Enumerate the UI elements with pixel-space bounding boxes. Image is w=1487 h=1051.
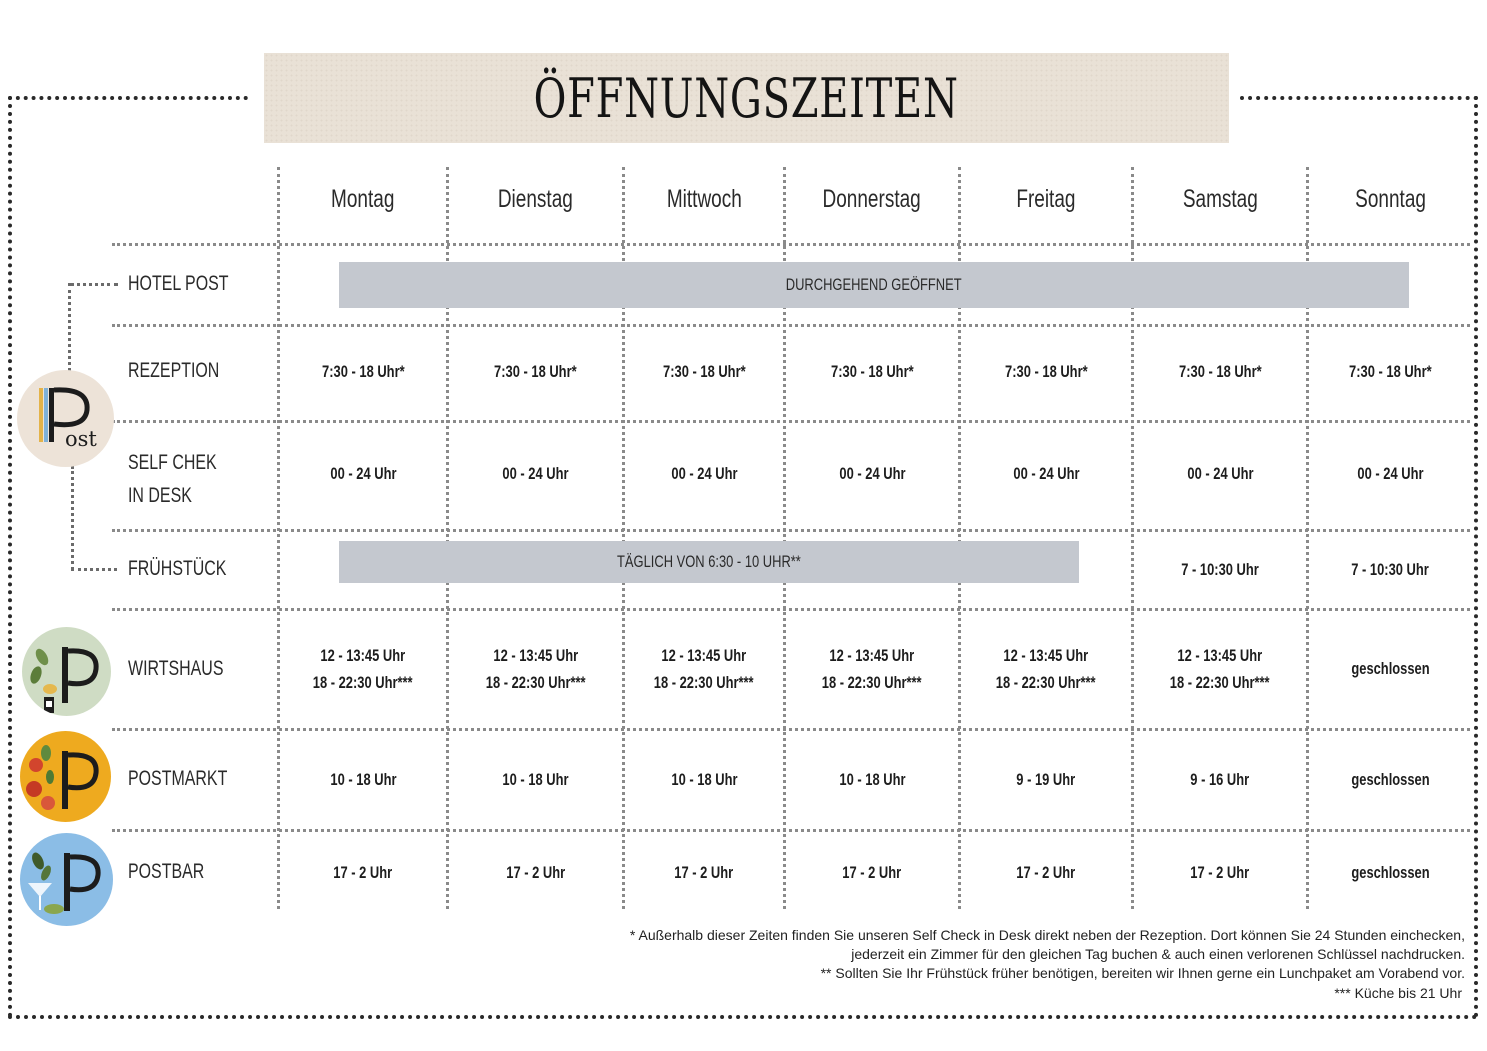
postbar-cell-montag: 17 - 2 Uhr: [333, 863, 393, 882]
day-header-donnerstag: Donnerstag: [822, 185, 922, 213]
grid-hline: [112, 608, 1470, 611]
grid-hline: [112, 529, 1470, 532]
selfcheck-cell-montag: 00 - 24 Uhr: [329, 464, 397, 483]
title-banner: [264, 53, 1229, 143]
postbar-logo-icon: [20, 833, 113, 926]
bracket-top: [70, 283, 118, 286]
row-label-fruehstueck: FRÜHSTÜCK: [128, 557, 227, 580]
row-label-hotel-post: HOTEL POST: [128, 272, 229, 295]
selfcheck-cell-freitag: 00 - 24 Uhr: [1012, 464, 1080, 483]
postmarkt-cell-freitag: 9 - 19 Uhr: [1016, 770, 1076, 789]
postbar-cell-donnerstag: 17 - 2 Uhr: [842, 863, 902, 882]
selfcheck-cell-dienstag: 00 - 24 Uhr: [502, 464, 569, 483]
wirtshaus-cell-samstag: 12 - 13:45 Uhr 18 - 22:30 Uhr***: [1170, 646, 1270, 692]
day-header-samstag: Samstag: [1182, 185, 1258, 213]
rezeption-cell-montag: 7:30 - 18 Uhr*: [321, 362, 405, 381]
selfcheck-cell-mittwoch: 00 - 24 Uhr: [670, 464, 738, 483]
row-label-selfcheck: SELF CHEK IN DESK: [128, 451, 217, 507]
wirtshaus-cell-sonntag: geschlossen: [1351, 659, 1430, 678]
footnote-1: * Außerhalb dieser Zeiten finden Sie unseren Self Check in Desk direkt neben der Rezeption. Dort können Sie 24 Stunden einchecken,: [629, 927, 1465, 943]
rezeption-cell-dienstag: 7:30 - 18 Uhr*: [494, 362, 577, 381]
day-header-freitag: Freitag: [1016, 185, 1076, 213]
rezeption-cell-sonntag: 7:30 - 18 Uhr*: [1349, 362, 1432, 381]
rezeption-cell-donnerstag: 7:30 - 18 Uhr*: [830, 362, 914, 381]
grid-hline: [112, 829, 1470, 832]
postmarkt-cell-sonntag: geschlossen: [1351, 770, 1430, 789]
wirtshaus-cell-freitag: 12 - 13:45 Uhr 18 - 22:30 Uhr***: [996, 646, 1096, 692]
postbar-cell-sonntag: geschlossen: [1351, 863, 1430, 882]
day-header-montag: Montag: [331, 185, 395, 213]
rezeption-cell-mittwoch: 7:30 - 18 Uhr*: [662, 362, 746, 381]
row-label-postbar: POSTBAR: [128, 860, 205, 883]
hotel-post-bar: DURCHGEHEND GEÖFFNET: [339, 262, 1409, 308]
postbar-cell-dienstag: 17 - 2 Uhr: [506, 863, 565, 882]
footnote-3: ** Sollten Sie Ihr Frühstück früher benötigen, bereiten wir Ihnen gerne ein Lunchpaket am Vorabend vor.: [820, 965, 1465, 981]
postmarkt-logo-icon: [20, 731, 111, 822]
page-title: ÖFFNUNGSZEITEN: [534, 67, 959, 130]
selfcheck-cell-donnerstag: 00 - 24 Uhr: [838, 464, 906, 483]
row-label-rezeption: REZEPTION: [128, 359, 220, 382]
fruehstueck-bar: TÄGLICH VON 6:30 - 10 UHR**: [339, 541, 1079, 583]
footnote-4: *** Küche bis 21 Uhr: [1334, 985, 1462, 1001]
fruehstueck-cell-samstag: 7 - 10:30 Uhr: [1181, 560, 1259, 579]
frame-top-left: [8, 96, 248, 100]
postmarkt-cell-mittwoch: 10 - 18 Uhr: [670, 770, 738, 789]
post-logo-icon: [17, 370, 114, 467]
footnote-2: jederzeit ein Zimmer für den gleichen Tag buchen & auch einen verlorenen Schlüssel nachdrucken.: [851, 946, 1465, 962]
selfcheck-cell-sonntag: 00 - 24 Uhr: [1357, 464, 1424, 483]
row-label-postmarkt: POSTMARKT: [128, 767, 228, 790]
postmarkt-cell-donnerstag: 10 - 18 Uhr: [838, 770, 906, 789]
day-header-sonntag: Sonntag: [1355, 185, 1426, 213]
postbar-cell-mittwoch: 17 - 2 Uhr: [674, 863, 734, 882]
postmarkt-cell-samstag: 9 - 16 Uhr: [1190, 770, 1250, 789]
grid-hline: [112, 243, 1470, 246]
postmarkt-cell-dienstag: 10 - 18 Uhr: [502, 770, 569, 789]
frame-left: [8, 96, 12, 1018]
grid-hline: [112, 728, 1470, 731]
row-label-wirtshaus: WIRTSHAUS: [128, 657, 224, 680]
grid-hline: [112, 324, 1470, 327]
wirtshaus-cell-dienstag: 12 - 13:45 Uhr 18 - 22:30 Uhr***: [485, 646, 586, 692]
fruehstueck-cell-sonntag: 7 - 10:30 Uhr: [1351, 560, 1430, 579]
postbar-cell-samstag: 17 - 2 Uhr: [1190, 863, 1250, 882]
bracket-top-vertical: [68, 283, 71, 371]
grid-vline: [277, 167, 280, 909]
bracket-bottom: [71, 568, 117, 571]
day-header-mittwoch: Mittwoch: [666, 185, 742, 213]
wirtshaus-cell-donnerstag: 12 - 13:45 Uhr 18 - 22:30 Uhr***: [822, 646, 922, 692]
rezeption-cell-samstag: 7:30 - 18 Uhr*: [1178, 362, 1262, 381]
grid-hline: [112, 420, 1470, 423]
bracket-bottom-vertical: [71, 466, 74, 570]
postbar-cell-freitag: 17 - 2 Uhr: [1016, 863, 1076, 882]
wirtshaus-cell-montag: 12 - 13:45 Uhr 18 - 22:30 Uhr***: [313, 646, 413, 692]
frame-top-right: [1240, 96, 1478, 100]
selfcheck-cell-samstag: 00 - 24 Uhr: [1186, 464, 1254, 483]
svg-text:ost: ost: [65, 427, 97, 451]
day-header-dienstag: Dienstag: [497, 185, 573, 213]
wirtshaus-cell-mittwoch: 12 - 13:45 Uhr 18 - 22:30 Uhr***: [654, 646, 754, 692]
rezeption-cell-freitag: 7:30 - 18 Uhr*: [1004, 362, 1088, 381]
frame-bottom: [8, 1015, 1478, 1019]
postmarkt-cell-montag: 10 - 18 Uhr: [329, 770, 397, 789]
frame-right: [1474, 96, 1478, 1018]
wirtshaus-logo-icon: [22, 627, 111, 716]
